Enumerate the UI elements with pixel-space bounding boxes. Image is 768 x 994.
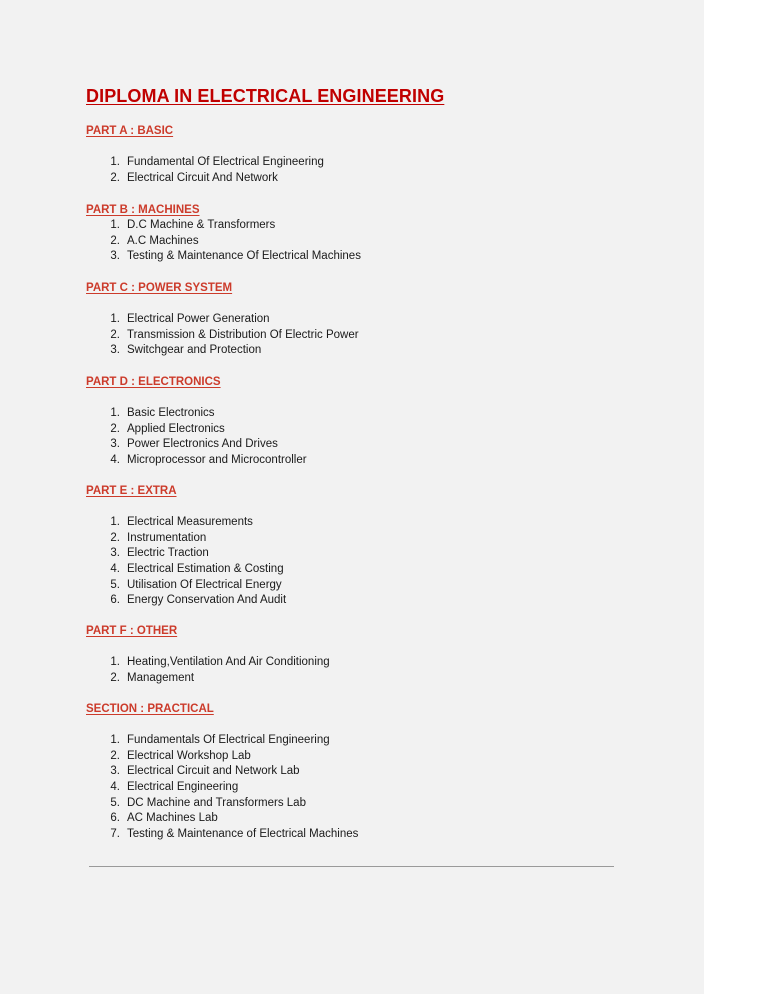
item-number: 2. (110, 234, 120, 247)
section-part-d (86, 375, 307, 469)
item-number: 4. (110, 454, 120, 467)
list-item (86, 249, 361, 265)
section-practical (86, 702, 359, 843)
section-part-f (86, 624, 330, 686)
item-number: 6. (110, 594, 120, 607)
list-item (86, 733, 330, 749)
item-text: Testing & Maintenance Of Electrical Machines (127, 250, 361, 263)
list-item (86, 764, 300, 780)
section-part-e (86, 484, 287, 609)
item-number: 3. (110, 438, 120, 451)
list-item (86, 749, 251, 765)
item-text: Electrical Estimation & Costing (127, 563, 284, 576)
item-number: 3. (110, 765, 120, 778)
item-text: DC Machine and Transformers Lab (127, 796, 306, 809)
list-item (86, 593, 287, 609)
item-text: Fundamentals Of Electrical Engineering (127, 734, 330, 746)
item-text: Management (127, 671, 195, 684)
document-title: DIPLOMA IN ELECTRICAL ENGINEERING (86, 86, 445, 106)
item-text: Applied Electronics (127, 422, 225, 435)
item-text: Electric Traction (127, 547, 209, 560)
item-list (86, 406, 307, 469)
item-text: Energy Conservation And Audit (127, 594, 287, 607)
viewer-margin (704, 0, 768, 994)
item-number: 1. (110, 219, 120, 231)
item-text: Electrical Circuit And Network (127, 171, 278, 184)
item-text: Utilisation Of Electrical Energy (127, 578, 282, 591)
list-item (86, 811, 218, 827)
list-item (86, 796, 306, 812)
item-list (86, 312, 359, 359)
section-part-b (86, 203, 361, 265)
list-item (86, 312, 270, 328)
section-heading: PART C : POWER SYSTEM (86, 282, 233, 294)
section-heading: PART D : ELECTRONICS (86, 376, 221, 388)
item-number: 7. (110, 828, 120, 841)
item-number: 1. (110, 734, 120, 746)
item-list (86, 515, 287, 609)
list-item (86, 578, 282, 594)
list-item (86, 218, 276, 234)
list-item (86, 453, 307, 469)
item-list (86, 733, 359, 843)
section-part-c (86, 281, 359, 359)
list-item (86, 562, 284, 578)
item-number: 1. (110, 407, 120, 419)
item-text: Power Electronics And Drives (127, 438, 278, 451)
item-list (86, 218, 361, 265)
item-number: 6. (110, 812, 120, 825)
item-number: 2. (110, 531, 120, 544)
item-text: Instrumentation (127, 531, 207, 544)
section-heading: PART F : OTHER (86, 625, 178, 637)
item-text: A.C Machines (127, 234, 199, 247)
section-heading: PART A : BASIC (86, 125, 174, 137)
item-text: Switchgear and Protection (127, 344, 262, 357)
item-number: 2. (110, 422, 120, 435)
section-heading: SECTION : PRACTICAL (86, 703, 214, 715)
section-part-a (86, 124, 324, 186)
list-item (86, 827, 359, 843)
item-text: Electrical Power Generation (127, 313, 270, 325)
list-item (86, 155, 324, 171)
item-text: Electrical Engineering (127, 781, 239, 794)
list-item (86, 234, 200, 250)
list-item (86, 328, 359, 344)
item-number: 5. (110, 578, 120, 591)
item-text: Transmission & Distribution Of Electric Power (127, 328, 359, 341)
item-number: 2. (110, 171, 120, 184)
item-number: 5. (110, 796, 120, 809)
item-number: 4. (110, 781, 120, 794)
item-list (86, 655, 330, 686)
item-text: Heating,Ventilation And Air Conditioning (127, 656, 330, 668)
list-item (86, 343, 262, 359)
item-number: 1. (110, 156, 120, 168)
item-text: Basic Electronics (127, 407, 215, 419)
item-text: Testing & Maintenance of Electrical Machines (127, 828, 359, 841)
item-number: 2. (110, 328, 120, 341)
item-text: Electrical Measurements (127, 516, 253, 528)
section-heading: PART B : MACHINES (86, 204, 200, 216)
list-item (86, 515, 253, 531)
item-number: 3. (110, 547, 120, 560)
list-item (86, 546, 209, 562)
item-number: 3. (110, 250, 120, 263)
item-text: AC Machines Lab (127, 812, 218, 825)
list-item (86, 437, 278, 453)
horizontal-divider (89, 866, 614, 867)
list-item (86, 655, 330, 671)
item-number: 4. (110, 563, 120, 576)
item-text: Microprocessor and Microcontroller (127, 454, 307, 467)
list-item (86, 780, 239, 796)
list-item (86, 531, 207, 547)
item-number: 3. (110, 344, 120, 357)
item-text: Fundamental Of Electrical Engineering (127, 156, 324, 168)
item-text: Electrical Circuit and Network Lab (127, 765, 300, 778)
list-item (86, 422, 225, 438)
item-number: 1. (110, 516, 120, 528)
item-number: 2. (110, 749, 120, 762)
item-number: 2. (110, 671, 120, 684)
list-item (86, 406, 221, 422)
list-item (86, 671, 195, 687)
list-item (86, 171, 278, 187)
item-list (86, 155, 324, 186)
item-number: 1. (110, 656, 120, 668)
item-number: 1. (110, 313, 120, 325)
section-heading: PART E : EXTRA (86, 485, 177, 497)
item-text: Electrical Workshop Lab (127, 749, 251, 762)
item-text: D.C Machine & Transformers (127, 219, 276, 231)
